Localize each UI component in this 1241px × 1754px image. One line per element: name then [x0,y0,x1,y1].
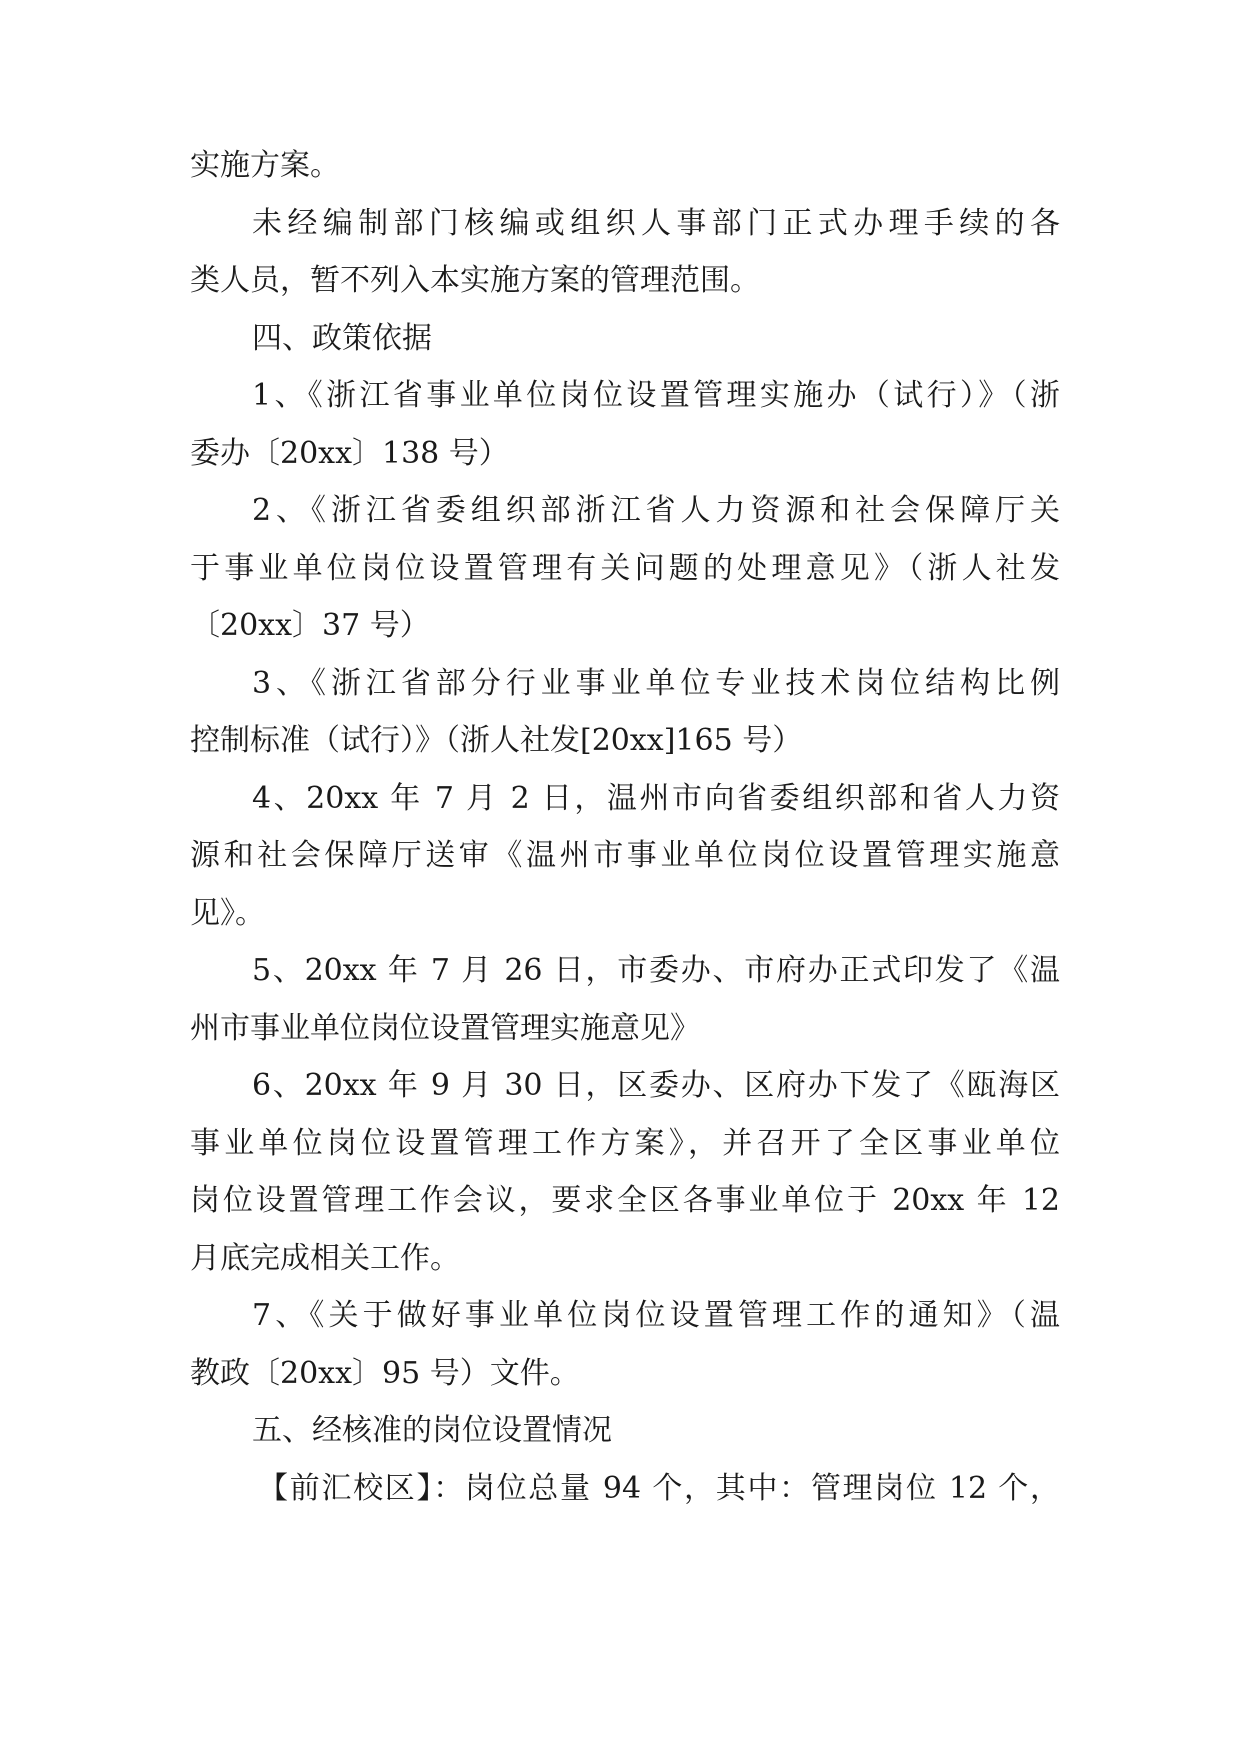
text-line: 1、《浙江省事业单位岗位设置管理实施办（试行）》（浙 [252,378,1060,413]
text-line: 委办〔20xx〕138 号） [190,436,509,471]
text-line: 教政〔20xx〕95 号）文件。 [190,1356,580,1391]
text-line: 4、20xx 年 7 月 2 日，温州市向省委组织部和省人力资 [252,781,1060,816]
text-line: 6、20xx 年 9 月 30 日，区委办、区府办下发了《瓯海区 [252,1068,1060,1103]
text-line: 【前汇校区】：岗位总量 94 个，其中：管理岗位 12 个， [258,1471,1060,1506]
text-line: 未经编制部门核编或组织人事部门正式办理手续的各 [252,206,1060,241]
text-line: 事业单位岗位设置管理工作方案》，并召开了全区事业单位 [190,1126,1060,1161]
text-line: 类人员，暂不列入本实施方案的管理范围。 [190,263,760,298]
text-line: 岗位设置管理工作会议，要求全区各事业单位于 20xx 年 12 [190,1183,1060,1218]
text-line: 见》。 [190,896,265,931]
text-line: 7、《关于做好事业单位岗位设置管理工作的通知》（温 [252,1298,1060,1333]
text-line: 实施方案。 [190,148,340,183]
text-line: 源和社会保障厅送审《温州市事业单位岗位设置管理实施意 [190,838,1060,873]
section-heading: 五、经核准的岗位设置情况 [252,1413,612,1448]
text-line: 〔20xx〕37 号） [190,608,430,643]
text-line: 州市事业单位岗位设置管理实施意见》 [190,1011,700,1046]
text-line: 月底完成相关工作。 [190,1241,460,1276]
text-line: 控制标准（试行）》（浙人社发[20xx]165 号） [190,723,803,758]
text-line: 5、20xx 年 7 月 26 日，市委办、市府办正式印发了《温 [252,953,1060,988]
text-line: 2、《浙江省委组织部浙江省人力资源和社会保障厅关 [252,493,1060,528]
text-line: 3、《浙江省部分行业事业单位专业技术岗位结构比例 [252,666,1060,701]
section-heading: 四、政策依据 [252,321,432,356]
text-line: 于事业单位岗位设置管理有关问题的处理意见》（浙人社发 [190,551,1060,586]
